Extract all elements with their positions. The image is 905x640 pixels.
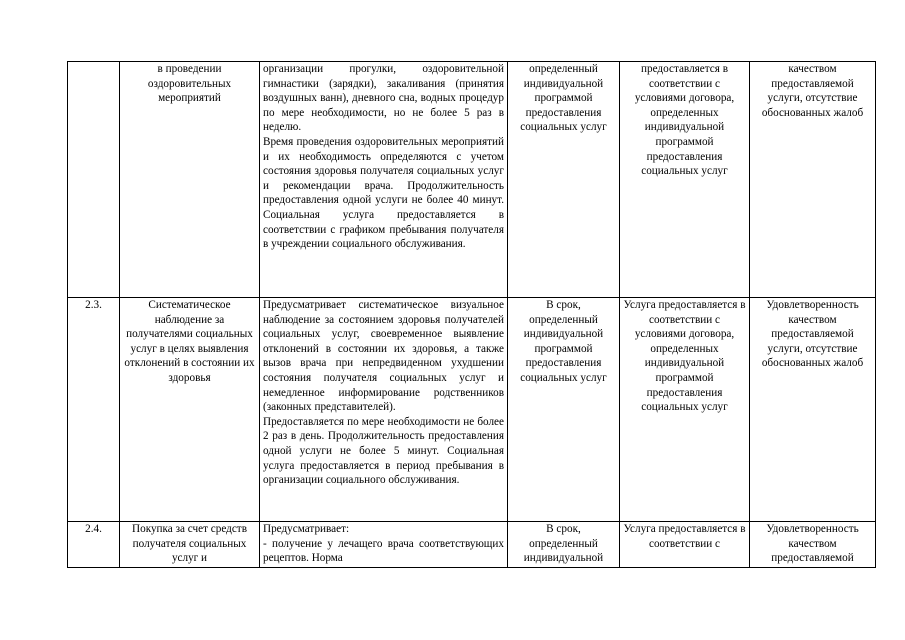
service-conditions: Услуга предоставляется в соответствии с — [620, 522, 750, 568]
service-name: Покупка за счет средств получателя социальных услуг и — [120, 522, 260, 568]
description-paragraph: Время проведения оздоровительных мероприятий и их необходимость определяются с учетом состояния здоровья получателя социальных услуг и рекомендации врача. Продолжительность предоставления одной услуги не более 40 минут. Социальная услуга предоставляется в соответствии с графиком пребывания получателя в учреждении социального обслуживания. — [263, 135, 504, 251]
service-description — [260, 522, 508, 568]
quality-criteria: Удовлетворенность качеством предоставляемой — [750, 522, 876, 568]
services-table — [67, 61, 876, 568]
table-row — [68, 298, 876, 522]
row-number: 2.3. — [68, 298, 120, 522]
quality-criteria: Удовлетворенность качеством предоставляемой услуги, отсутствие обоснованных жалоб — [750, 298, 876, 522]
row-number: 2.4. — [68, 522, 120, 568]
table-row — [68, 522, 876, 568]
service-name: Систематическое наблюдение за получателями социальных услуг в целях выявления отклонений в состоянии их здоровья — [120, 298, 260, 522]
description-paragraph: - получение у лечащего врача соответствующих рецептов. Норма — [263, 537, 504, 565]
service-description — [260, 62, 508, 298]
row-number — [68, 62, 120, 298]
service-term: В срок, определенный индивидуальной — [508, 522, 620, 568]
quality-criteria: качеством предоставляемой услуги, отсутствие обоснованных жалоб — [750, 62, 876, 298]
description-paragraph: Предусматривает систематическое визуальное наблюдение за состоянием здоровья получателей социальных услуг, своевременное выявление отклонений в состоянии их здоровья, а также вызов врача при непредвиденном ухудшении состояния получателя социальных услуг и немедленное информирование родственников (законных представителей). — [263, 299, 504, 414]
service-conditions: предоставляется в соответствии с условиями договора, определенных индивидуальной программой предоставления социальных услуг — [620, 62, 750, 298]
service-conditions: Услуга предоставляется в соответствии с условиями договора, определенных индивидуальной программой предоставления социальных услуг — [620, 298, 750, 522]
service-name: в проведении оздоровительных мероприятий — [120, 62, 260, 298]
description-paragraph: Предусматривает: — [263, 523, 350, 535]
table-row — [68, 62, 876, 298]
service-description — [260, 298, 508, 522]
service-term: определенный индивидуальной программой предоставления социальных услуг — [508, 62, 620, 298]
service-term: В срок, определенный индивидуальной программой предоставления социальных услуг — [508, 298, 620, 522]
description-paragraph: Предоставляется по мере необходимости не более 2 раз в день. Продолжительность предоставления одной услуги не более 5 минут. Социальная услуга предоставляется в период пребывания в организации социального обслуживания. — [263, 415, 504, 487]
description-paragraph: организации прогулки, оздоровительной гимнастики (зарядки), закаливания (принятия воздушных ванн), дневного сна, водных процедур по мере необходимости, но не более 5 раз в неделю. — [263, 63, 504, 134]
